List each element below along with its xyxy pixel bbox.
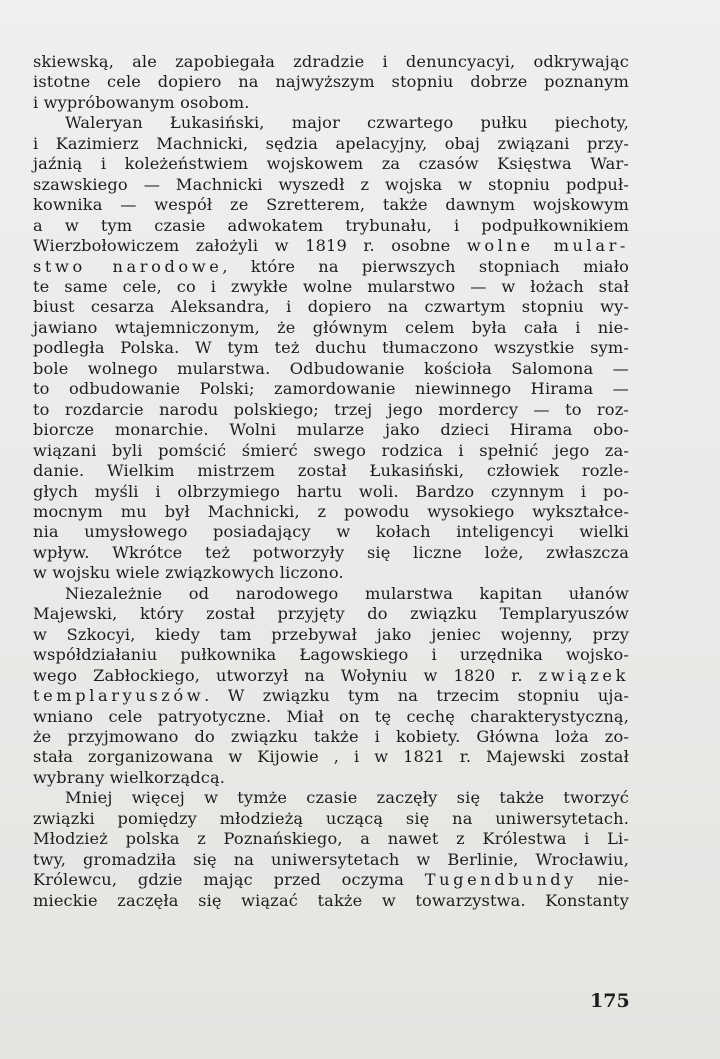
text-line: w Szkocyi, kiedy tam przebywał jako jeniec wojenny, przy <box>33 624 629 644</box>
text-line: biorcze monarchie. Wolni mularze jako dzieci Hirama obo- <box>33 420 629 440</box>
text-line: a w tym czasie adwokatem trybunału, i podpułkownikiem <box>33 215 629 235</box>
text-line: wniano cele patryotyczne. Miał on tę cechę charakterystyczną, <box>33 706 629 726</box>
text-line: Królewcu, gdzie mając przed oczyma Tugendbundy nie- <box>33 870 629 890</box>
text-line: danie. Wielkim mistrzem został Łukasiński, człowiek rozle- <box>33 461 629 481</box>
text-line: twy, gromadziła się na uniwersytetach w Berlinie, Wrocławiu, <box>33 849 629 869</box>
text-line: i Kazimierz Machnicki, sędzia apelacyjny, obaj związani przy- <box>33 133 629 153</box>
text-line: w wojsku wiele związkowych liczono. <box>33 563 344 583</box>
text-line: Mniej więcej w tymże czasie zaczęły się także tworzyć <box>65 788 629 808</box>
text-line: biust cesarza Aleksandra, i dopiero na czwartym stopniu wy- <box>33 297 629 317</box>
text-line: współdziałaniu pułkownika Łagowskiego i urzędnika wojsko- <box>33 645 629 665</box>
text-line: mocnym mu był Machnicki, z powodu wysokiego wykształce- <box>33 501 629 521</box>
text-line: szawskiego — Machnicki wyszedł z wojska w stopniu podpuł- <box>33 174 629 194</box>
page-number: 175 <box>590 990 630 1012</box>
text-line: stwo narodowe, które na pierwszych stopniach miało <box>33 256 629 276</box>
text-line: Majewski, który został przyjęty do związku Templaryuszów <box>33 604 629 624</box>
text-line: wiązani byli pomścić śmierć swego rodzica i spełnić jego za- <box>33 440 629 460</box>
text-line: wpływ. Wkrótce też potworzyły się liczne loże, zwłaszcza <box>33 542 629 562</box>
text-line: to rozdarcie narodu polskiego; trzej jego mordercy — to roz- <box>33 399 629 419</box>
text-line: że przyjmowano do związku także i kobiety. Główna loża zo- <box>33 726 629 746</box>
text-line: jawiano wtajemniczonym, że głównym celem była cała i nie- <box>33 317 629 337</box>
text-line: kownika — wespół ze Szretterem, także dawnym wojskowym <box>33 195 629 215</box>
text-line: istotne cele dopiero na najwyższym stopniu dobrze poznanym <box>33 72 629 92</box>
text-line: stała zorganizowana w Kijowie , i w 1821 r. Majewski został <box>33 747 629 767</box>
text-line: wego Zabłockiego, utworzył na Wołyniu w 1820 r. związek <box>33 665 629 685</box>
text-line: templaryuszów. W związku tym na trzecim stopniu uja- <box>33 686 629 706</box>
text-line: związki pomiędzy młodzieżą uczącą się na uniwersytetach. <box>33 808 629 828</box>
text-line: Młodzież polska z Poznańskiego, a nawet z Królestwa i Li- <box>33 829 629 849</box>
text-line: mieckie zaczęła się wiązać także w towarzystwa. Konstanty <box>33 890 629 910</box>
body-text <box>33 52 629 911</box>
text-line: i wypróbowanym osobom. <box>33 92 250 112</box>
text-line: Niezależnie od narodowego mularstwa kapitan ułanów <box>65 583 629 603</box>
text-line: to odbudowanie Polski; zamordowanie niewinnego Hirama — <box>33 379 629 399</box>
text-line: Wierzbołowiczem założyli w 1819 r. osobne wolne mular- <box>33 236 629 256</box>
text-line: te same cele, co i zwykłe wolne mularstwo — w łożach stał <box>33 276 629 296</box>
text-line: skiewską, ale zapobiegała zdradzie i denuncyacyi, odkrywając <box>33 52 629 71</box>
text-line: nia umysłowego posiadający w kołach inteligencyi wielki <box>33 522 629 542</box>
text-line: podległa Polska. W tym też duchu tłumaczono wszystkie sym- <box>33 338 629 358</box>
text-line: jaźnią i koleżeństwiem wojskowem za czasów Księstwa War- <box>33 154 629 174</box>
text-line: głych myśli i olbrzymiego hartu woli. Bardzo czynnym i po- <box>33 481 629 501</box>
text-line: wybrany wielkorządcą. <box>33 767 226 787</box>
text-line: Waleryan Łukasiński, major czwartego pułku piechoty, <box>65 113 629 133</box>
text-line: bole wolnego mularstwa. Odbudowanie kościoła Salomona — <box>33 358 629 378</box>
